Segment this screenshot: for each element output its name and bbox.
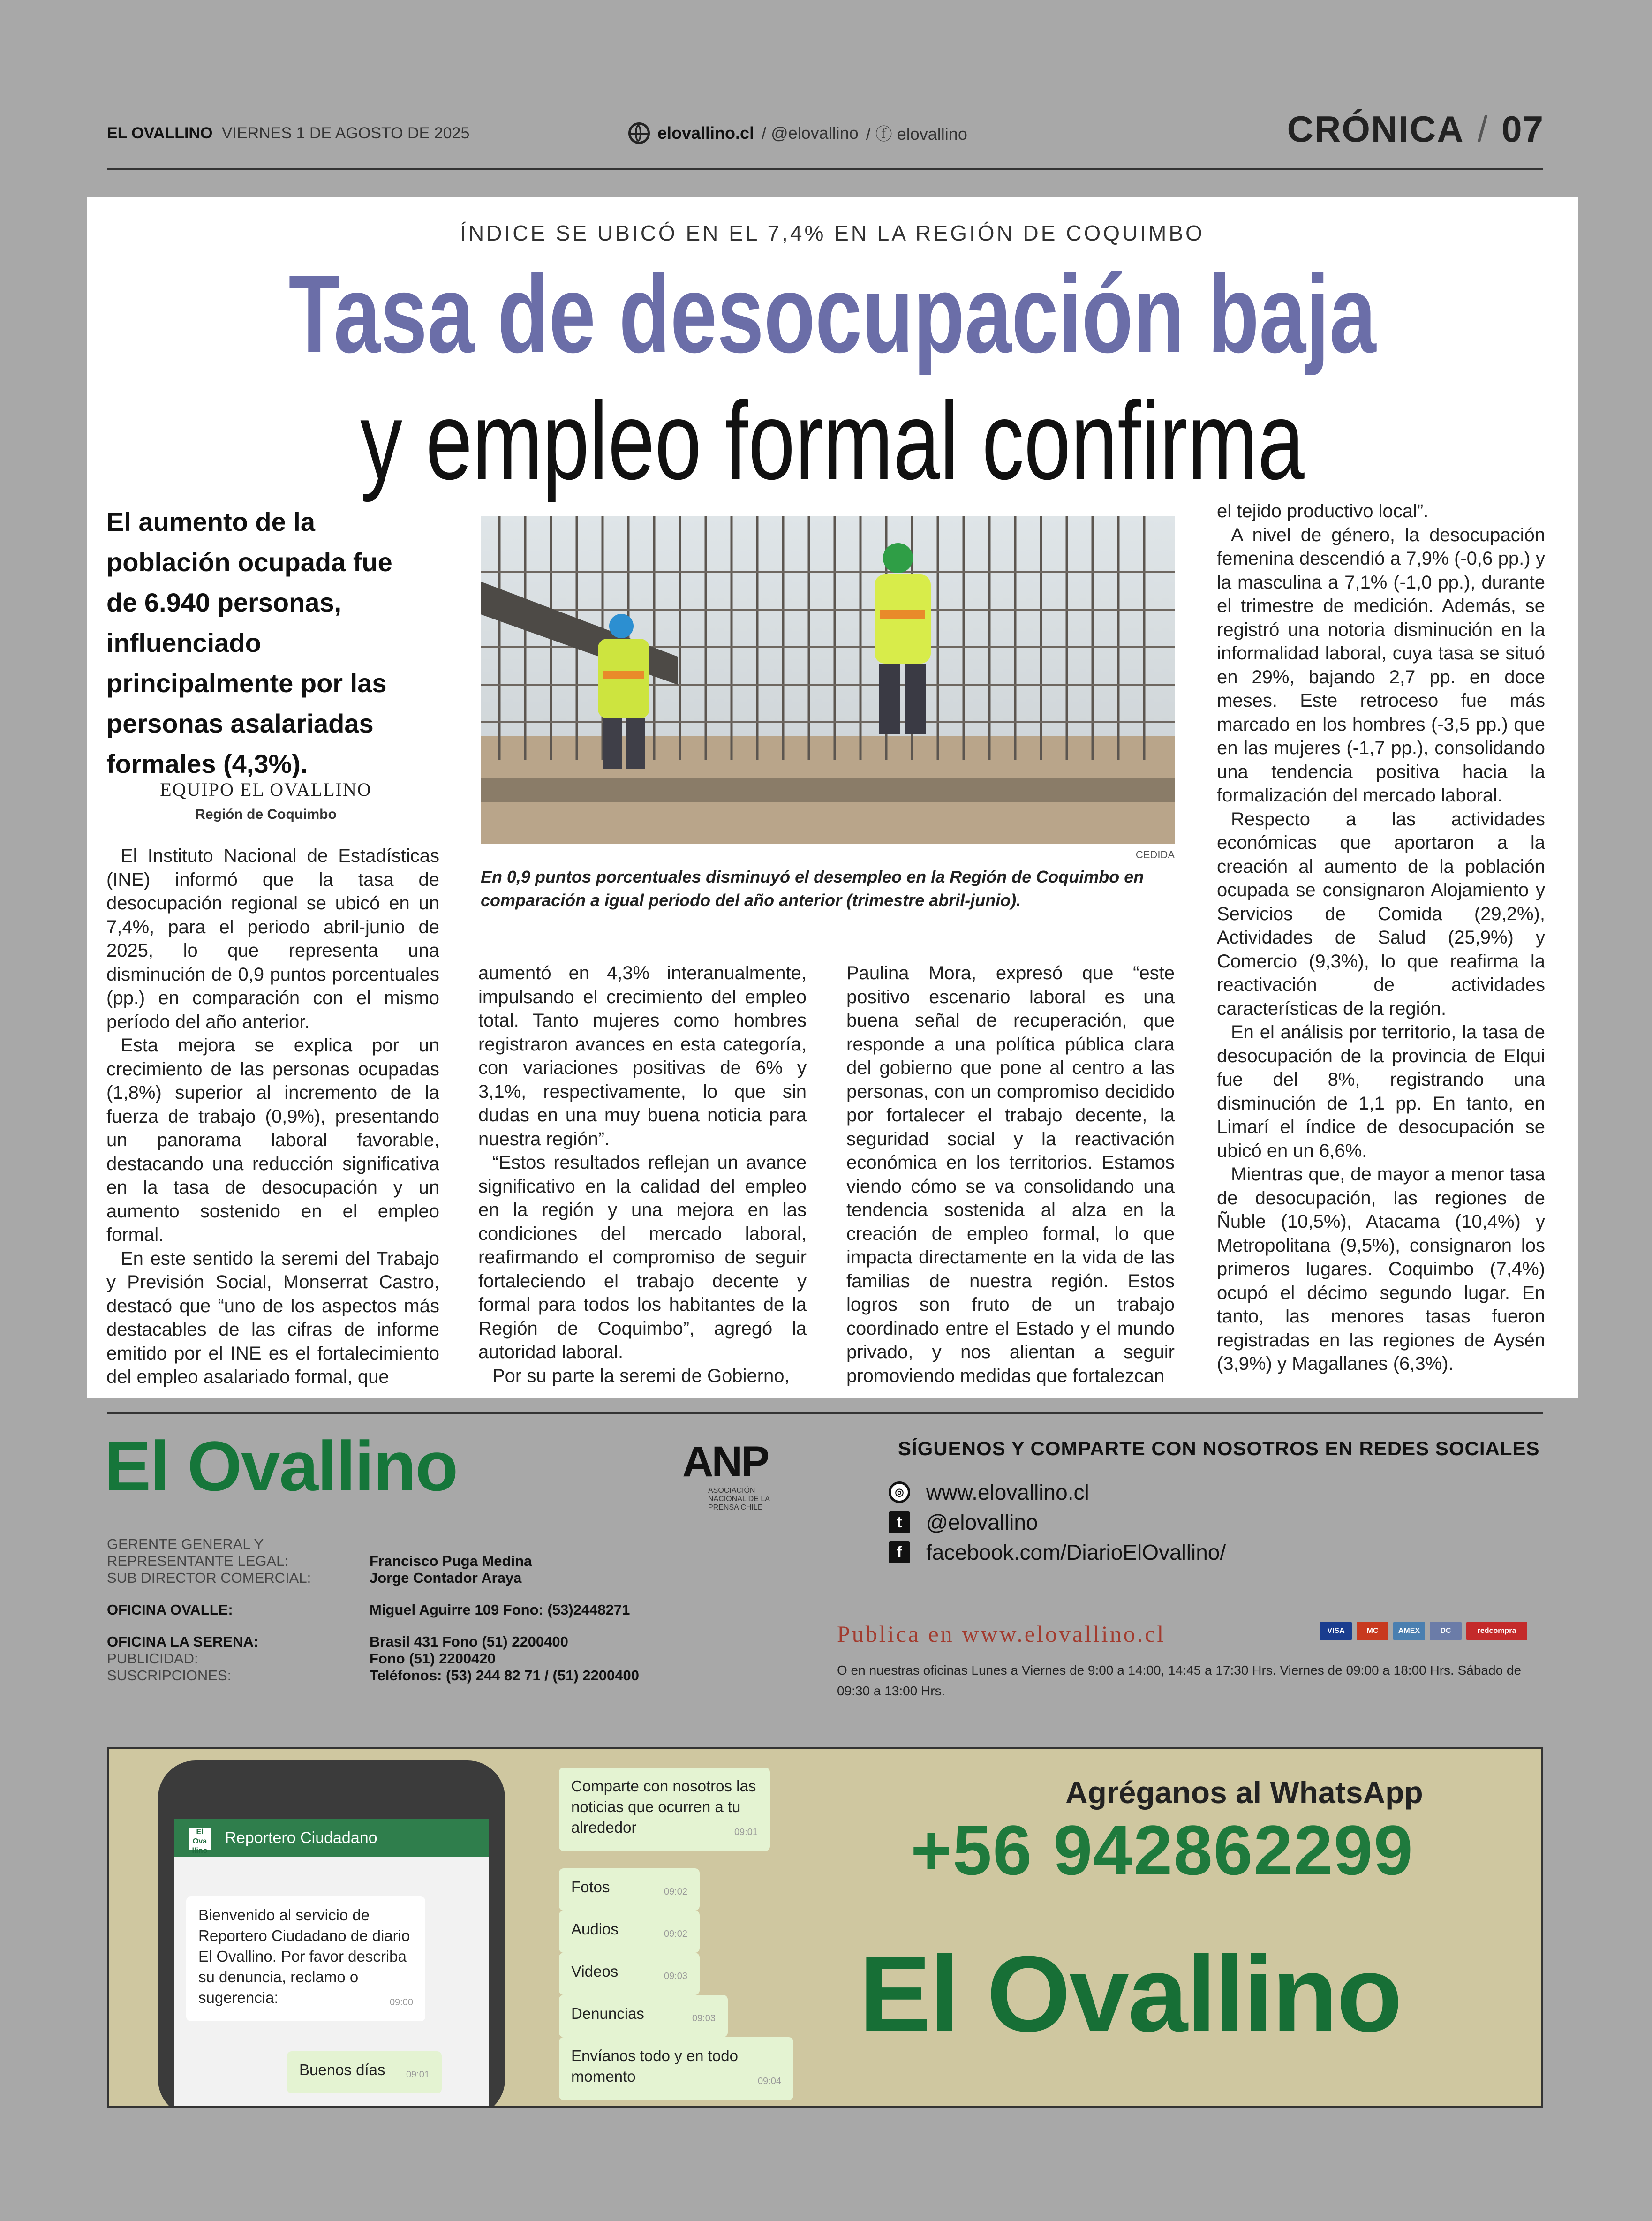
- header-twitter[interactable]: / @elovallino: [762, 123, 859, 143]
- staff-row: [107, 1633, 639, 1650]
- paragraph: El Instituto Nacional de Estadísticas (INE) informó que la tasa de desocupación regional se ubicó en un 7,4%, para el periodo abril-junio de 2025, lo que representa una disminución de 0,9 puntos porcentuales (pp.) en comparación con el mismo período del año anterior.: [106, 846, 439, 1032]
- chat-bubble: [559, 1911, 700, 1953]
- chat-time: 09:02: [664, 1887, 687, 1897]
- chat-text: Denuncias: [571, 2005, 644, 2022]
- chat-text: Fotos: [571, 1878, 610, 1896]
- chat-bubble: [559, 1868, 700, 1911]
- chat-bubble: [287, 2051, 442, 2093]
- staff-name: Brasil 431 Fono (51) 2200400: [370, 1633, 568, 1650]
- header-divider: [107, 168, 1543, 170]
- chat-text: Comparte con nosotros las noticias que ocurren a tu alrededor: [571, 1777, 756, 1836]
- article-column-3: [846, 961, 1175, 1388]
- staff-role: SUB DIRECTOR COMERCIAL:: [107, 1570, 311, 1586]
- section-name: CRÓNICA: [1287, 108, 1464, 150]
- social-link-web[interactable]: [889, 1477, 1226, 1507]
- office-hours: O en nuestras oficinas Lunes a Viernes de 9:00 a 14:00, 14:45 a 17:30 Hrs. Viernes de 09:00 a 18:00 Hrs. Sábado de 09:30 a 13:00 Hrs.: [837, 1663, 1522, 1698]
- paragraph: Por su parte la seremi de Gobierno,: [492, 1365, 790, 1386]
- staff-row: [107, 1536, 639, 1553]
- paragraph: Esta mejora se explica por un crecimiento de las personas ocupadas (1,8%) superior al incremento de la fuerza de trabajo (0,9%), presentando un panorama laboral favorable, destacando una reducción significativa en la tasa de desocupación y un aumento sostenido en el empleo formal.: [106, 1035, 439, 1245]
- chat-bubble: [559, 2037, 793, 2100]
- staff-name: Teléfonos: (53) 244 82 71 / (51) 2200400: [370, 1667, 639, 1684]
- payment-cards: [1320, 1622, 1527, 1640]
- chat-time: 09:00: [389, 1997, 413, 2008]
- social-links: [889, 1477, 1226, 1567]
- byline: EQUIPO EL OVALLINO: [160, 779, 372, 800]
- ad-logo: El Ovallino: [859, 1934, 1401, 2054]
- el-ovallino-logo: El Ovallino: [104, 1427, 458, 1505]
- whatsapp-number[interactable]: +56 942862299: [911, 1811, 1414, 1889]
- headline-accent: Tasa de desocupación baja: [288, 252, 1376, 376]
- chat-time: 09:04: [757, 2076, 781, 2086]
- page-number: 07: [1501, 108, 1544, 150]
- ad-headline: Agréganos al WhatsApp: [1065, 1775, 1423, 1810]
- anp-logo-text: ASOCIACIÓN NACIONAL DE LA PRENSA CHILE: [708, 1487, 770, 1511]
- social-link-text[interactable]: @elovallino: [926, 1510, 1038, 1534]
- byline-place: Región de Coquimbo: [195, 807, 337, 822]
- paragraph: Paulina Mora, expresó que “este positivo escenario laboral es una buena señal de recuperación, que responde a una política pública clara del gobierno que pone al centro a las personas, con un compromiso decidido por fortalecer el trabajo decente, la seguridad social y la reactivación económica en los territorios. Estamos viendo cómo se va consolidando una tendencia sostenida al alza en la creación de empleo formal, lo que impacta directamente en la vida de las familias de nuestra región. Estos logros son fruto de un trabajo coordinado entre el Estado y el mundo privado, y nos alientan a seguir promoviendo medidas que fortalezcan: [846, 963, 1175, 1386]
- chat-text: Bienvenido al servicio de Reportero Ciudadano de diario El Ovallino. Por favor describa su denuncia, reclamo o sugerencia:: [198, 1906, 410, 2006]
- social-link-text[interactable]: facebook.com/DiarioElOvallino/: [926, 1540, 1226, 1564]
- chat-text: Envíanos todo y en todo momento: [571, 2047, 738, 2085]
- paragraph: Mientras que, de mayor a menor tasa de desocupación, las regiones de Ñuble (10,5%), Atacama (10,4%) y Metropolitana (9,5%), consignaron los primeros lugares. Coquimbo (7,4%) ocupó el décimo segundo lugar. En tanto, las menores tasas fueron registradas en las regiones de Aysén (3,9%) y Magallanes (6,3%).: [1217, 1164, 1545, 1374]
- article-column-1: [106, 844, 439, 1389]
- publica-link[interactable]: Publica en www.elovallino.cl: [837, 1621, 1166, 1647]
- staff-name: Jorge Contador Araya: [370, 1570, 522, 1586]
- staff-name: Francisco Puga Medina: [370, 1553, 532, 1569]
- staff-name: Miguel Aguirre 109 Fono: (53)2448271: [370, 1602, 630, 1618]
- section-label: [1287, 108, 1544, 151]
- staff-role: OFICINA LA SERENA:: [107, 1633, 259, 1650]
- paragraph: el tejido productivo local”.: [1217, 501, 1429, 521]
- diners-card-icon: DC: [1430, 1622, 1462, 1640]
- paragraph: aumentó en 4,3% interanualmente, impulsando el crecimiento del empleo total. Tanto mujeres como hombres registraron avances en esta categoría, con variaciones positivas de 6% y 3,1%, respectivamente, lo que sin dudas en una muy buena noticia para nuestra región”.: [478, 963, 807, 1149]
- chat-time: 09:03: [692, 2013, 716, 2024]
- staff-box: [107, 1536, 639, 1684]
- paper-name: EL OVALLINO: [107, 124, 213, 142]
- article-photo: [481, 516, 1175, 844]
- chat-time: 09:01: [734, 1827, 758, 1837]
- twitter-icon: t: [889, 1511, 910, 1533]
- construction-workers-image: [481, 516, 1175, 844]
- staff-row: [107, 1667, 639, 1684]
- photo-caption: En 0,9 puntos porcentuales disminuyó el desempleo en la Región de Coquimbo en comparación a igual periodo del año anterior (trimestre abril-junio).: [481, 867, 1144, 910]
- chat-bubble: [186, 1896, 425, 2021]
- paragraph: En el análisis por territorio, la tasa de desocupación de la provincia de Elqui fue del 8%, registrando una disminución de 1,1 pp. En tanto, en Limarí el índice de desocupación se ubicó en un 6,6%.: [1217, 1022, 1545, 1161]
- photo-credit: CEDIDA: [1135, 849, 1175, 861]
- paragraph: Respecto a las actividades económicas que aportaron a la creación al aumento de la población ocupada se consignaron Alojamiento y Servicios de Comida (29,2%), Actividades de Salud (25,9%) y Comercio (9,3%), lo que reafirma la reactivación de actividades características de la región.: [1217, 808, 1545, 1019]
- anp-logo-mark: ANP: [682, 1438, 768, 1486]
- header-site[interactable]: elovallino.cl: [657, 123, 754, 143]
- anp-logo: [682, 1437, 771, 1522]
- social-link-facebook[interactable]: [889, 1537, 1226, 1567]
- chat-bubble: [559, 1768, 770, 1851]
- staff-name: Fono (51) 2200420: [370, 1650, 496, 1667]
- staff-role: OFICINA OVALLE:: [107, 1602, 233, 1618]
- issue-date: VIERNES 1 DE AGOSTO DE 2025: [221, 124, 470, 142]
- staff-row: [107, 1553, 639, 1570]
- header-facebook[interactable]: / ⓕ elovallino: [866, 124, 967, 144]
- article-kicker: ÍNDICE SE UBICÓ EN EL 7,4% EN LA REGIÓN DE COQUIMBO: [460, 221, 1205, 245]
- chat-time: 09:02: [664, 1929, 687, 1939]
- page-header-left: [107, 124, 469, 143]
- whatsapp-ad[interactable]: [107, 1747, 1543, 2108]
- staff-role: PUBLICIDAD:: [107, 1650, 198, 1667]
- chat-time: 09:03: [664, 1971, 687, 1981]
- amex-card-icon: AMEX: [1393, 1622, 1425, 1640]
- social-title: SÍGUENOS Y COMPARTE CON NOSOTROS EN REDES SOCIALES: [898, 1437, 1540, 1459]
- staff-role: SUSCRIPCIONES:: [107, 1667, 232, 1684]
- paragraph: A nivel de género, la desocupación femenina descendió a 7,9% (-0,6 pp.) y la masculina a 7,1% (-1,0 pp.), durante el trimestre de medición. Además, se registró una notoria disminución en la informalidad laboral, cuya tasa se situó en 29%, bajando 2,7 pp. en doce meses. Este retroceso fue más marcado en los hombres (-3,5 pp.) que en las mujeres (-1,7 pp.), consolidando una tendencia positiva hacia la formalización del mercado laboral.: [1217, 524, 1545, 806]
- staff-row: [107, 1602, 639, 1618]
- article-lead: El aumento de la población ocupada fue de 6.940 personas, influenciado principalmente por las personas asalariadas formales (4,3%).: [106, 507, 392, 778]
- chat-text: Audios: [571, 1920, 619, 1938]
- chat-text: Videos: [571, 1963, 619, 1980]
- page-header-social: [628, 121, 967, 145]
- social-link-twitter[interactable]: [889, 1507, 1226, 1537]
- section-slash: /: [1477, 108, 1489, 150]
- chat-time: 09:01: [406, 2070, 430, 2080]
- article-column-4: [1217, 499, 1545, 1376]
- facebook-icon: f: [889, 1541, 910, 1563]
- headline-rest: y empleo formal confirma: [360, 379, 1305, 503]
- staff-role: REPRESENTANTE LEGAL:: [107, 1553, 289, 1569]
- redcompra-icon: redcompra: [1466, 1622, 1527, 1640]
- globe-icon: ◎: [889, 1481, 910, 1503]
- staff-row: [107, 1570, 639, 1586]
- staff-row: [107, 1650, 639, 1667]
- article-column-2: [478, 961, 807, 1388]
- mastercard-icon: MC: [1357, 1622, 1388, 1640]
- paragraph: En este sentido la seremi del Trabajo y Previsión Social, Monserrat Castro, destacó que “uno de los aspectos más destacables de las cifras de informe emitido por el INE es el fortalecimiento del empleo asalariado formal, que: [106, 1248, 439, 1387]
- article-panel: [87, 197, 1578, 1398]
- chat-bubble: [559, 1953, 700, 1995]
- chat-title: Reportero Ciudadano: [225, 1829, 377, 1847]
- globe-icon: [628, 122, 650, 144]
- social-link-text[interactable]: www.elovallino.cl: [926, 1480, 1089, 1504]
- chat-appbar: [174, 1819, 489, 1857]
- chat-bubble: [559, 1995, 728, 2037]
- paragraph: “Estos resultados reflejan un avance significativo en la calidad del empleo en la región y una mejora en las condiciones del mercado laboral, reafirmando el compromiso de seguir fortaleciendo el trabajo decente y formal para todos los habitantes de la Región de Coquimbo”, agregó la autoridad laboral.: [478, 1152, 807, 1362]
- masthead-divider: [107, 1412, 1543, 1414]
- staff-role: GERENTE GENERAL Y: [107, 1536, 264, 1552]
- chat-text: Buenos días: [299, 2061, 385, 2078]
- app-logo: El Ova llino: [189, 1828, 211, 1850]
- visa-card-icon: VISA: [1320, 1622, 1352, 1640]
